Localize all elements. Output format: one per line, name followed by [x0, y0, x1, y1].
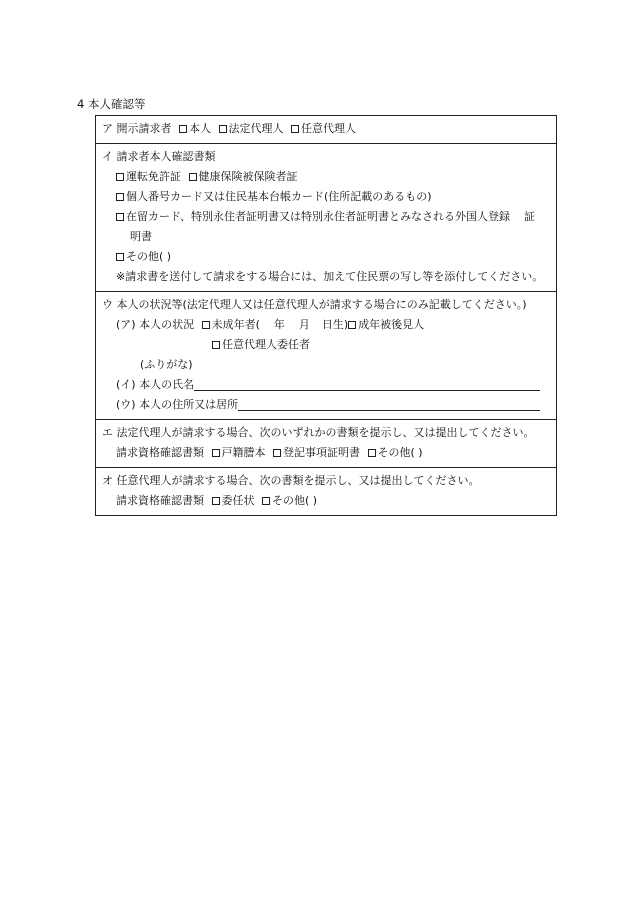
name-label: (イ) 本人の氏名 [116, 378, 195, 391]
status-label: (ア) 本人の状況 [116, 318, 195, 331]
checkbox-family-register[interactable] [212, 449, 220, 457]
status-adult-ward: 成年被後見人 [358, 318, 425, 331]
doc-voluntary-other: その他( ) [272, 494, 318, 507]
checkbox-power-of-attorney[interactable] [212, 497, 220, 505]
status-year: 年 [273, 318, 285, 331]
checkbox-drivers-license[interactable] [116, 173, 124, 181]
section-title: 4 本人確認等 [77, 97, 146, 111]
section-voluntary-agent [96, 467, 556, 515]
checkbox-voluntary-other[interactable] [262, 497, 270, 505]
checkbox-my-number-card[interactable] [116, 193, 124, 201]
status-principal: 任意代理人委任者 [222, 338, 310, 351]
doc-legal-other: その他( ) [377, 446, 423, 459]
checkbox-minor[interactable] [202, 321, 210, 329]
doc-residence-card: 在留カード、特別永住者証明書又は特別永住者証明書とみなされる外国人登録 [126, 210, 511, 223]
status-minor: 未成年者( [211, 318, 260, 331]
furigana-label: (ふりがな) [140, 358, 193, 371]
mail-note: ※請求書を送付して請求をする場合には、加えて住民票の写し等を添付してください。 [116, 270, 544, 283]
doc-registry-certificate: 登記事項証明書 [283, 446, 360, 459]
doc-drivers-license: 運転免許証 [126, 170, 181, 183]
section-requester [96, 116, 556, 143]
address-field[interactable] [238, 397, 540, 411]
requester-label: ア 開示請求者 [102, 122, 172, 135]
status-month: 月 [298, 318, 310, 331]
checkbox-residence-card[interactable] [116, 213, 124, 221]
doc-other: その他( ) [126, 250, 172, 263]
checkbox-legal-other[interactable] [368, 449, 376, 457]
checkbox-principal[interactable] [212, 341, 220, 349]
doc-my-number-card: 個人番号カード又は住民基本台帳カード(住所記載のあるもの) [126, 190, 432, 203]
option-legal-agent: 法定代理人 [228, 122, 284, 135]
name-field[interactable] [194, 377, 540, 391]
identity-confirmation-form [95, 115, 557, 516]
section-id-documents [96, 143, 556, 291]
checkbox-registry-certificate[interactable] [273, 449, 281, 457]
doc-residence-card-tail: 証 [524, 210, 536, 223]
checkbox-voluntary-agent[interactable] [291, 125, 299, 133]
section-legal-agent [96, 419, 556, 467]
legal-agent-label: エ 法定代理人が請求する場合、次のいずれかの書類を提示し、又は提出してください。 [102, 426, 535, 439]
doc-residence-card-continued: 明書 [130, 230, 152, 243]
voluntary-agent-label: オ 任意代理人が請求する場合、次の書類を提示し、又は提出してください。 [102, 474, 480, 487]
doc-family-register: 戸籍謄本 [221, 446, 266, 459]
section-person-status [96, 291, 556, 419]
option-self: 本人 [189, 122, 211, 135]
id-documents-label: イ 請求者本人確認書類 [102, 150, 216, 163]
address-label: (ウ) 本人の住所又は居所 [116, 398, 239, 411]
voluntary-docs-label: 請求資格確認書類 [116, 494, 204, 507]
status-born: 日生) [321, 318, 349, 331]
checkbox-legal-agent[interactable] [219, 125, 227, 133]
legal-docs-label: 請求資格確認書類 [116, 446, 204, 459]
doc-health-insurance: 健康保険被保険者証 [198, 170, 298, 183]
checkbox-self[interactable] [179, 125, 187, 133]
option-voluntary-agent: 任意代理人 [301, 122, 356, 135]
checkbox-other-id[interactable] [116, 253, 124, 261]
person-status-label: ウ 本人の状況等(法定代理人又は任意代理人が請求する場合にのみ記載してください。) [102, 298, 527, 311]
doc-power-of-attorney: 委任状 [221, 494, 255, 507]
checkbox-adult-ward[interactable] [348, 321, 356, 329]
checkbox-health-insurance[interactable] [189, 173, 197, 181]
